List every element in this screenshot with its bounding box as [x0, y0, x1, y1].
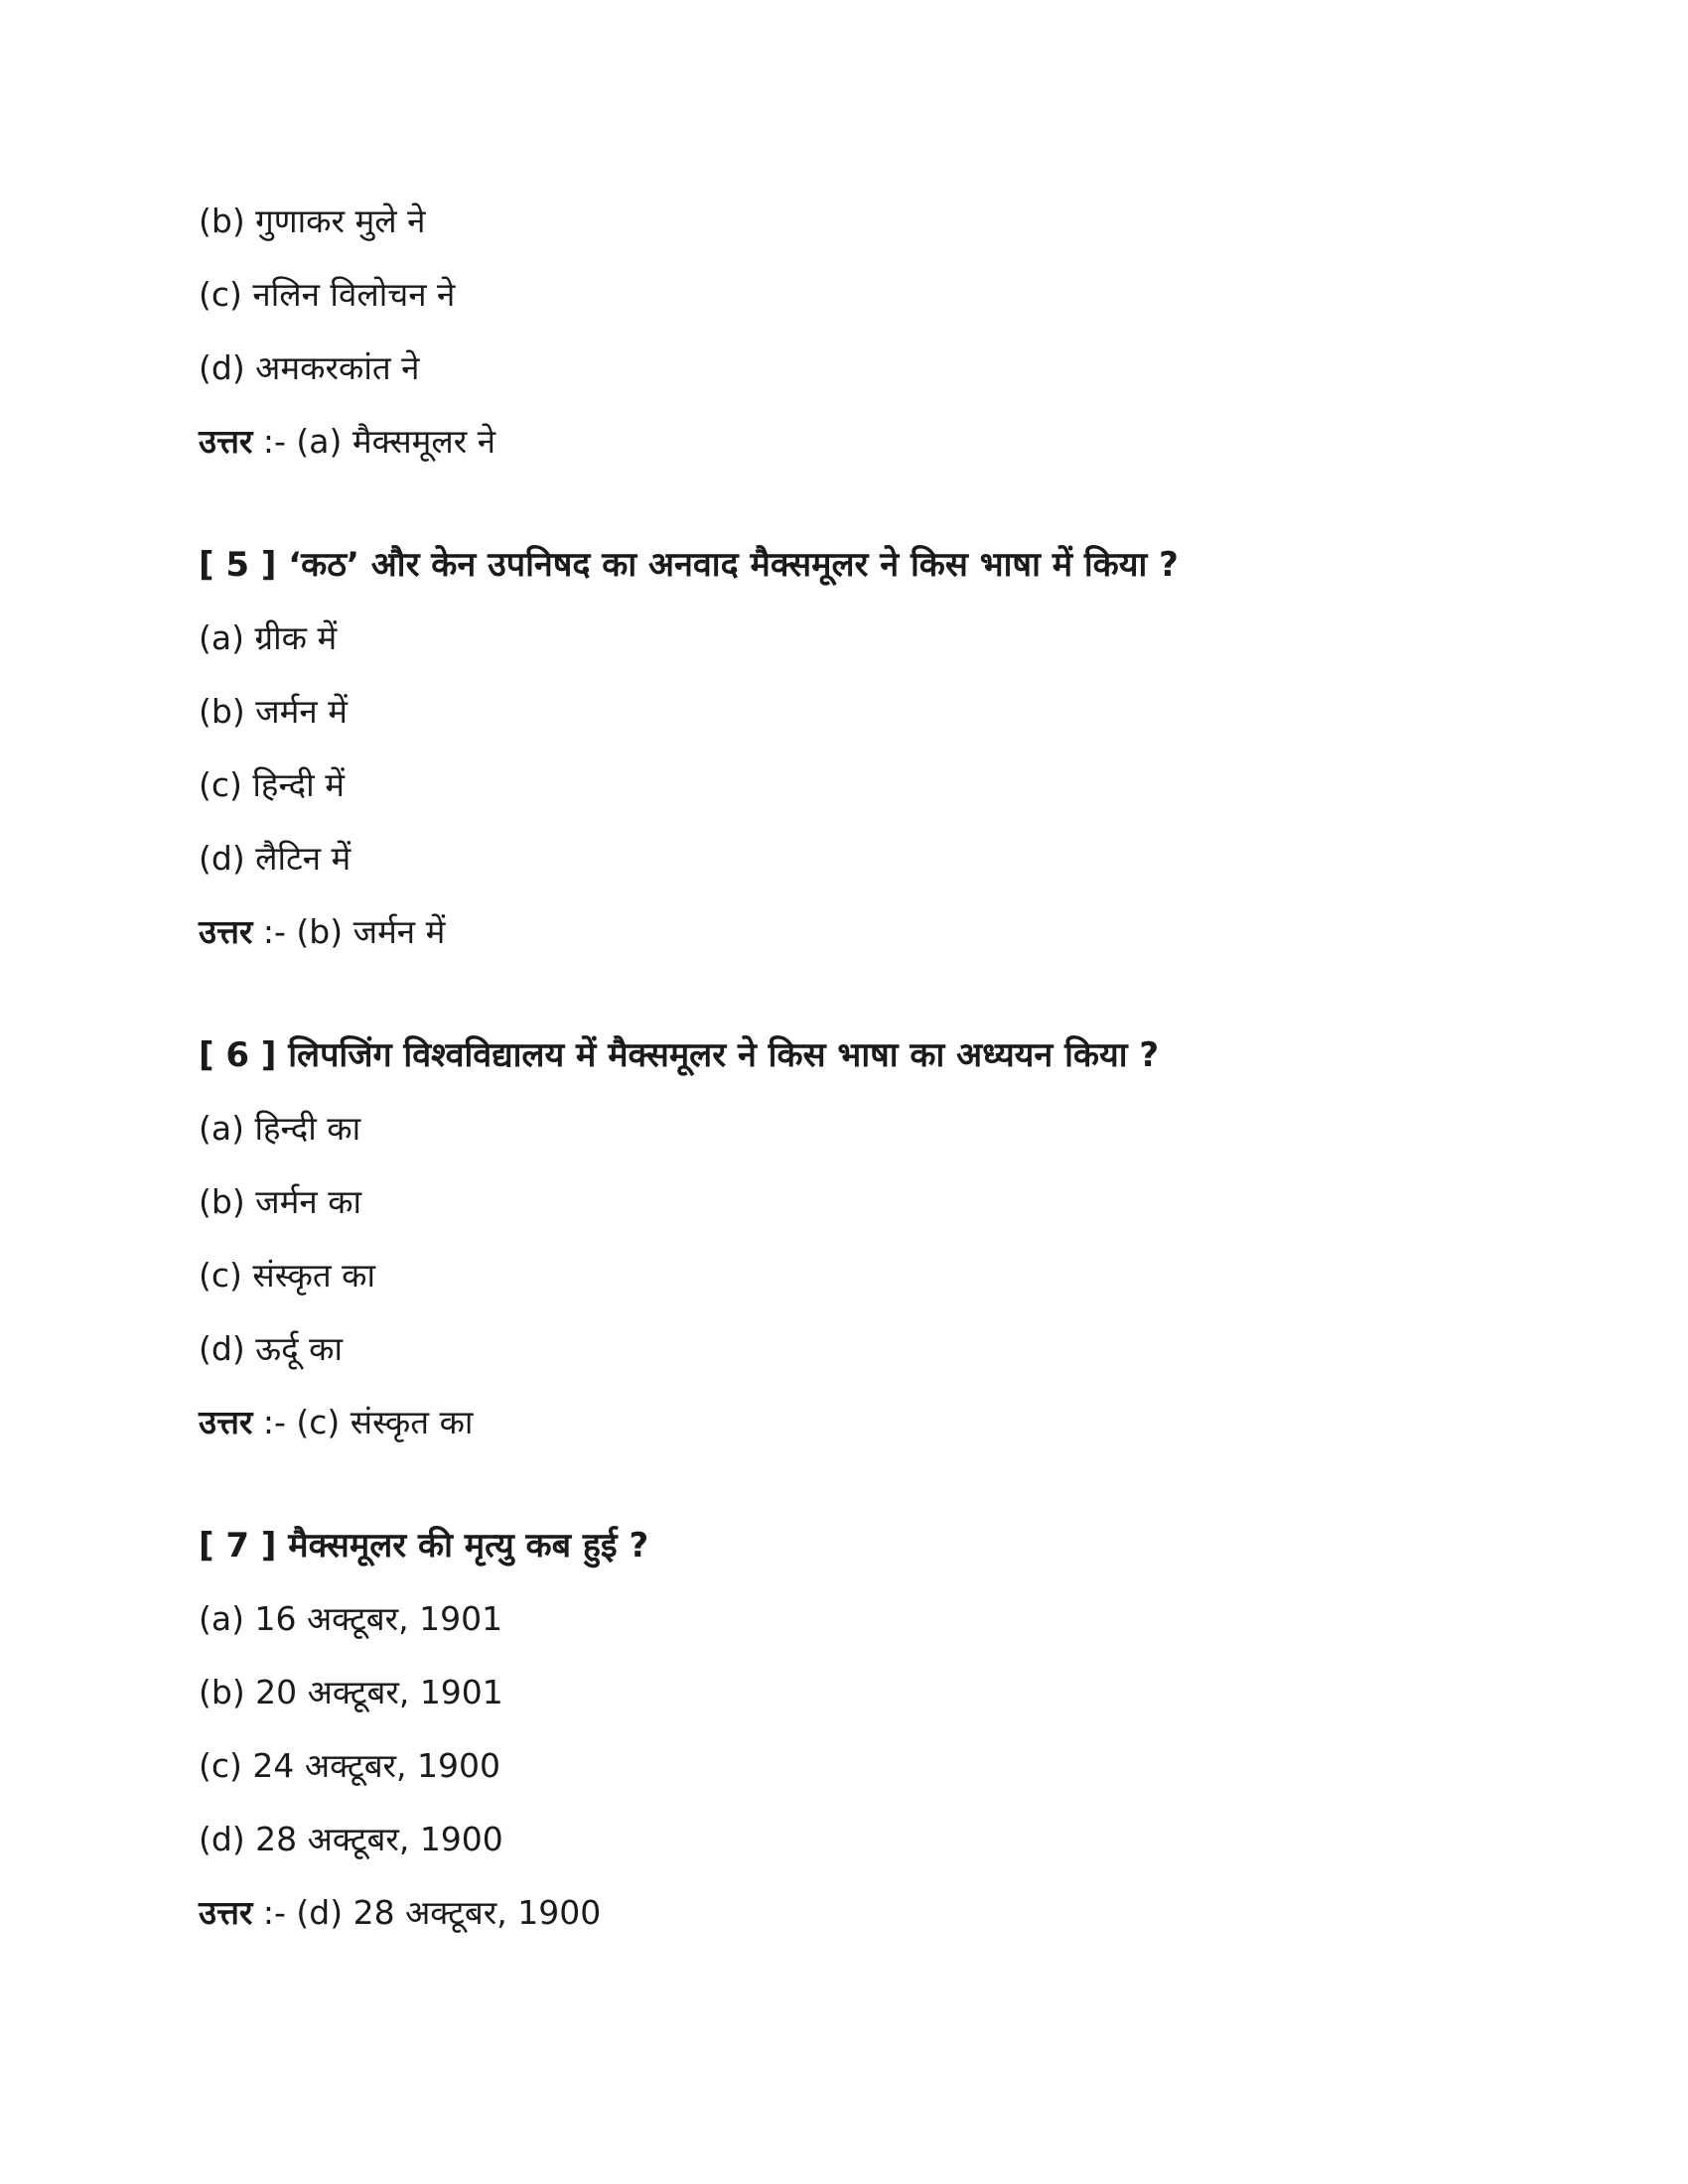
- answer-text: :- (d) 28 अक्टूबर, 1900: [252, 1893, 602, 1932]
- answer-line: [199, 419, 495, 465]
- answer-label: उत्तर: [199, 1893, 253, 1932]
- q7-option-a: (a) 16 अक्टूबर, 1901: [199, 1599, 503, 1638]
- q7-option-d: (d) 28 अक्टूबर, 1900: [199, 1820, 503, 1858]
- option-b: (b) गुणाकर मुले ने: [199, 202, 426, 240]
- q6-option-c: (c) संस्कृत का: [199, 1256, 376, 1295]
- answer-text: :- (c) संस्कृत का: [252, 1403, 474, 1441]
- q7-option-b: (b) 20 अक्टूबर, 1901: [199, 1673, 503, 1711]
- question-5: [ 5 ] ‘कठ’ और केन उपनिषद का अनवाद मैक्समूलर ने किस भाषा में किया ?: [199, 545, 1179, 585]
- q5-option-a: (a) ग्रीक में: [199, 618, 338, 657]
- q5-option-d: (d) लैटिन में: [199, 839, 352, 878]
- answer-text: :- (a) मैक्समूलर ने: [252, 422, 496, 461]
- q6-answer-line: [199, 1400, 473, 1445]
- answer-label: उत्तर: [199, 912, 253, 951]
- q5-answer-line: [199, 909, 445, 955]
- option-d: (d) अमकरकांत ने: [199, 348, 420, 387]
- answer-text: :- (b) जर्मन में: [252, 912, 446, 951]
- option-c: (c) नलिन विलोचन ने: [199, 275, 456, 314]
- answer-label: उत्तर: [199, 422, 253, 461]
- q5-option-b: (b) जर्मन में: [199, 692, 348, 731]
- q5-option-c: (c) हिन्दी में: [199, 765, 345, 804]
- q6-option-b: (b) जर्मन का: [199, 1182, 362, 1221]
- q7-option-c: (c) 24 अक्टूबर, 1900: [199, 1746, 500, 1785]
- q6-option-d: (d) ऊर्दू का: [199, 1329, 343, 1368]
- q6-option-a: (a) हिन्दी का: [199, 1109, 361, 1148]
- question-6: [ 6 ] लिपजिंग विश्वविद्यालय में मैक्समूलर ने किस भाषा का अध्ययन किया ?: [199, 1035, 1160, 1075]
- answer-label: उत्तर: [199, 1403, 253, 1441]
- q7-answer-line: [199, 1890, 601, 1936]
- question-7: [ 7 ] मैक्समूलर की मृत्यु कब हुई ?: [199, 1526, 649, 1566]
